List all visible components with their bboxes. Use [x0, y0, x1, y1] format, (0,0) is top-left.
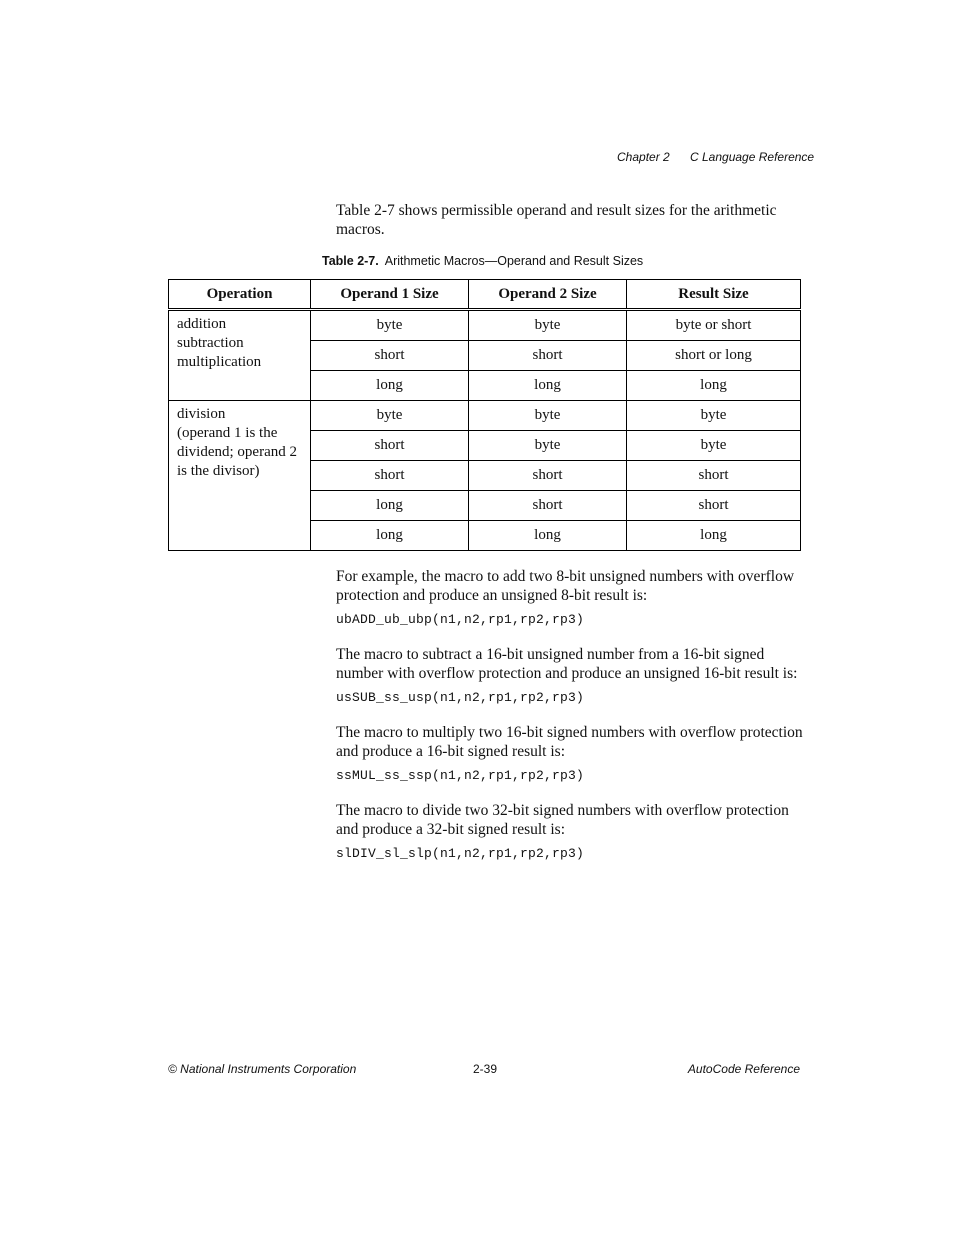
code-example: ubADD_ub_ubp(n1,n2,rp1,rp2,rp3): [336, 612, 585, 627]
table-cell: short: [627, 491, 801, 521]
code-example: slDIV_sl_slp(n1,n2,rp1,rp2,rp3): [336, 846, 585, 861]
table-cell: long: [311, 521, 469, 551]
column-header: Operand 1 Size: [311, 280, 469, 310]
example-paragraph: The macro to divide two 32-bit signed numbers with overflow protection and produce a 32-bit signed result is:: [336, 802, 789, 838]
table-header-row: [169, 280, 801, 310]
running-header-title: C Language Reference: [690, 150, 815, 164]
operation-line: addition: [177, 316, 227, 332]
operation-line: (operand 1 is the: [177, 425, 278, 441]
example-paragraph: For example, the macro to add two 8-bit unsigned numbers with overflow protection and produce an unsigned 8-bit result is:: [336, 568, 795, 604]
table-cell: byte: [311, 310, 469, 341]
footer-page-number: 2-39: [473, 1062, 498, 1076]
table-cell: long: [311, 371, 469, 401]
operation-line: division: [177, 406, 226, 422]
table-cell: byte: [469, 310, 627, 341]
column-header: Result Size: [627, 280, 801, 310]
table-row: [169, 310, 801, 341]
operation-cell: [169, 401, 311, 551]
example-paragraph: The macro to subtract a 16-bit unsigned number from a 16-bit signed number with overflow protection and produce an unsigned 16-bit result is:: [336, 646, 798, 682]
table-cell: long: [627, 521, 801, 551]
operation-cell: [169, 310, 311, 401]
table-cell: long: [469, 521, 627, 551]
table-cell: short: [627, 461, 801, 491]
table-cell: short: [469, 341, 627, 371]
operand-size-table: [168, 279, 801, 551]
table-cell: byte or short: [627, 310, 801, 341]
running-header-chapter: Chapter 2: [617, 150, 670, 164]
table-cell: byte: [627, 401, 801, 431]
table-cell: byte: [469, 431, 627, 461]
operation-line: multiplication: [177, 354, 262, 370]
table-cell: short: [311, 341, 469, 371]
example-paragraph: The macro to multiply two 16-bit signed numbers with overflow protection and produce a 16-bit signed result is:: [336, 724, 803, 760]
table-cell: short: [311, 431, 469, 461]
footer-copyright: © National Instruments Corporation: [168, 1062, 357, 1076]
table-cell: short: [469, 461, 627, 491]
table-cell: short or long: [627, 341, 801, 371]
table-cell: byte: [627, 431, 801, 461]
table-cell: byte: [469, 401, 627, 431]
table-cell: long: [627, 371, 801, 401]
table-cell: short: [311, 461, 469, 491]
table-caption-text: Arithmetic Macros—Operand and Result Sizes: [384, 254, 644, 268]
code-example: usSUB_ss_usp(n1,n2,rp1,rp2,rp3): [336, 690, 585, 705]
operation-line: dividend; operand 2: [177, 444, 297, 460]
operation-line: subtraction: [177, 335, 244, 351]
table-caption-number: Table 2-7.: [322, 254, 379, 268]
column-header: Operand 2 Size: [469, 280, 627, 310]
table-row: [169, 401, 801, 431]
table-cell: short: [469, 491, 627, 521]
footer-book-title: AutoCode Reference: [687, 1062, 800, 1076]
table-caption: [322, 254, 643, 268]
table-cell: long: [311, 491, 469, 521]
intro-paragraph: Table 2-7 shows permissible operand and result sizes for the arithmetic macros.: [336, 202, 777, 238]
code-example: ssMUL_ss_ssp(n1,n2,rp1,rp2,rp3): [336, 768, 585, 783]
column-header: Operation: [169, 280, 311, 310]
table-cell: byte: [311, 401, 469, 431]
table-cell: long: [469, 371, 627, 401]
operation-line: is the divisor): [177, 463, 260, 479]
